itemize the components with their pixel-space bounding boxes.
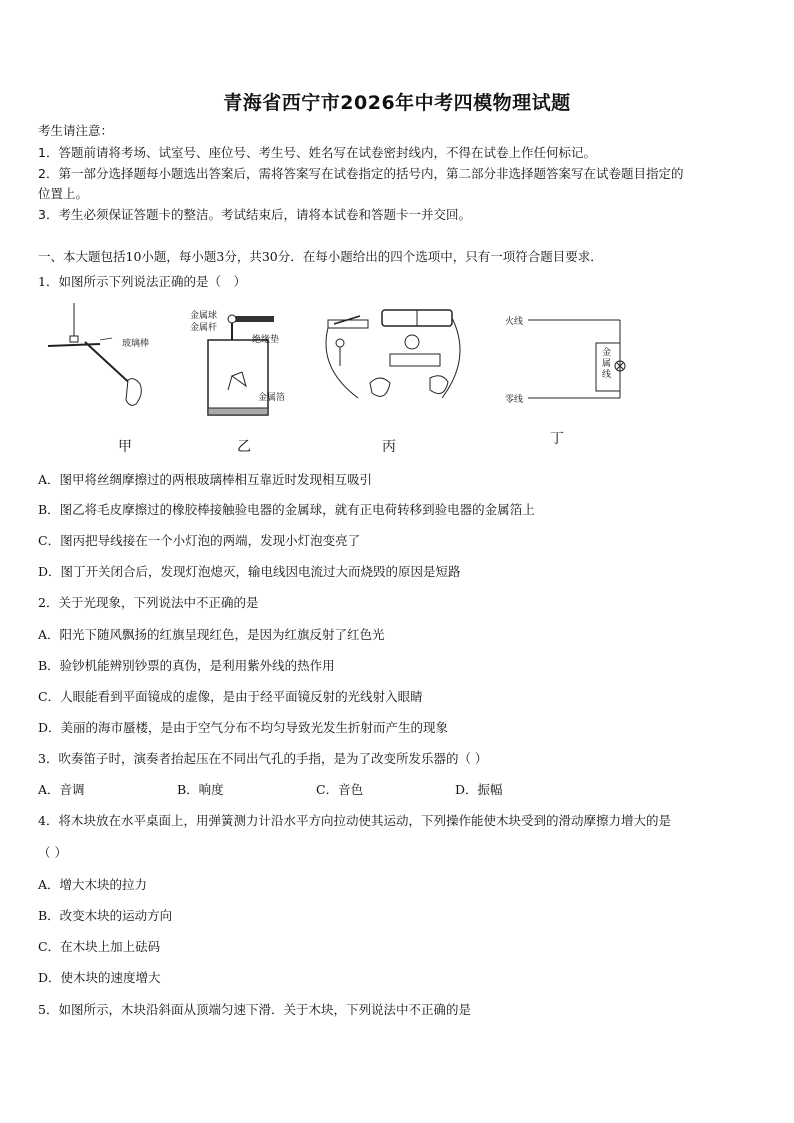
q3-option-c: C．音色 — [316, 782, 364, 797]
notice-item-1: 1．答题前请将考场、试室号、座位号、考生号、姓名写在试卷密封线内，不得在试卷上作任何标记。 — [38, 145, 596, 160]
notice-item-2: 2．第一部分选择题每小题选出答案后，需将答案写在试卷指定的括号内，第二部分非选择题答案写在试卷题目指定的 — [38, 166, 684, 181]
q1-option-b: B．图乙将毛皮摩擦过的橡胶棒接触验电器的金属球，就有正电荷转移到验电器的金属箔上 — [38, 502, 535, 517]
yi-pad-label: 绝缘垫 — [252, 335, 280, 345]
ding-wire-label: 金属线 — [602, 348, 612, 380]
yi-rod-label: 金属杆 — [190, 323, 218, 333]
notice-header: 考生请注意： — [38, 123, 114, 138]
q2-option-a: A．阳光下随风飘扬的红旗呈现红色，是因为红旗反射了红色光 — [38, 627, 385, 642]
figure-jia — [40, 298, 160, 428]
figure-label-bing: 丙 — [382, 439, 396, 455]
q1-figures — [40, 298, 660, 458]
figure-label-jia: 甲 — [118, 439, 132, 455]
q4-stem-cont: （ ） — [38, 845, 67, 860]
q3-option-d: D．振幅 — [455, 782, 503, 797]
q3-options — [38, 780, 594, 798]
q1-option-a: A．图甲将丝绸摩擦过的两根玻璃棒相互靠近时发现相互吸引 — [38, 472, 373, 487]
q1-option-c: C．图丙把导线接在一个小灯泡的两端，发现小灯泡变亮了 — [38, 533, 361, 548]
q1-stem: 1．如图所示下列说法正确的是（ ） — [38, 274, 246, 289]
yi-ball-label: 金属球 — [190, 311, 218, 321]
q1-option-d: D．图丁开关闭合后，发现灯泡熄灭，输电线因电流过大而烧毁的原因是短路 — [38, 564, 461, 579]
jia-rod-label: 玻璃棒 — [122, 339, 150, 349]
q4-stem: 4．将木块放在水平桌面上，用弹簧测力计沿水平方向拉动使其运动，下列操作能使木块受到的滑动摩擦力增大的是 — [38, 813, 671, 828]
figure-label-yi: 乙 — [237, 439, 251, 455]
notice-item-3: 3．考生必须保证答题卡的整洁。考试结束后，请将本试卷和答题卡一并交回。 — [38, 207, 471, 222]
ding-live-label: 火线 — [505, 317, 524, 327]
q3-option-b: B．响度 — [177, 782, 224, 797]
q3-stem: 3．吹奏笛子时，演奏者抬起压在不同出气孔的手指，是为了改变所发乐器的（ ） — [38, 751, 488, 766]
q3-option-a: A．音调 — [38, 782, 85, 797]
figure-ding — [520, 298, 650, 428]
q5-stem: 5．如图所示，木块沿斜面从顶端匀速下滑．关于木块，下列说法中不正确的是 — [38, 1002, 471, 1017]
figure-bing — [320, 298, 470, 428]
q4-option-d: D．使木块的速度增大 — [38, 970, 161, 985]
q4-option-c: C．在木块上加上砝码 — [38, 939, 161, 954]
section-heading: 一、本大题包括10小题，每小题3分，共30分．在每小题给出的四个选项中，只有一项符合题目要求． — [38, 249, 603, 264]
q4-option-a: A．增大木块的拉力 — [38, 877, 148, 892]
q2-stem: 2．关于光现象，下列说法中不正确的是 — [38, 595, 259, 610]
q2-option-b: B．验钞机能辨别钞票的真伪，是利用紫外线的热作用 — [38, 658, 335, 673]
q2-option-d: D．美丽的海市蜃楼，是由于空气分布不均匀导致光发生折射而产生的现象 — [38, 720, 449, 735]
q2-option-c: C．人眼能看到平面镜成的虚像，是由于经平面镜反射的光线射入眼睛 — [38, 689, 423, 704]
notice-item-2-cont: 位置上。 — [38, 186, 89, 201]
ding-neutral-label: 零线 — [505, 395, 524, 405]
yi-foil-label: 金属箔 — [258, 393, 286, 403]
q4-option-b: B．改变木块的运动方向 — [38, 908, 173, 923]
page-title: 青海省西宁市2026年中考四模物理试题 — [223, 92, 571, 114]
figure-label-ding: 丁 — [550, 431, 564, 447]
